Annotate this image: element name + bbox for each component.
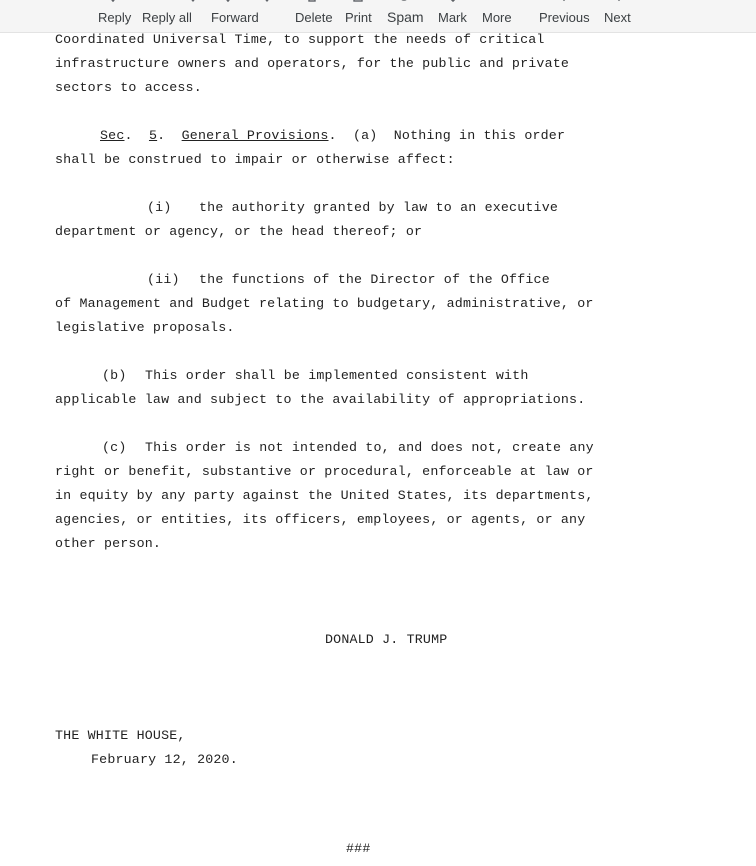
body-line: This order shall be implemented consistent with (145, 368, 529, 383)
body-line: This order is not intended to, and does not, create any (145, 440, 594, 455)
clause-marker: (i) (147, 200, 172, 215)
reply-icon (108, 0, 118, 2)
body-line: legislative proposals. (55, 320, 235, 335)
forward-dropdown-icon (262, 0, 272, 2)
clause-marker: (c) (102, 440, 127, 455)
signing-place: THE WHITE HOUSE, (55, 728, 186, 743)
previous-icon (559, 0, 569, 2)
body-line: other person. (55, 536, 162, 551)
message-toolbar: Reply Reply all Forward Delete Print Spam Mark More Previous Next (0, 0, 756, 33)
body-line: in equity by any party against the United States, its departments, (55, 488, 594, 503)
next-icon (614, 0, 624, 2)
body-line: right or benefit, substantive or procedural, enforceable at law or (55, 464, 594, 479)
spam-icon (399, 0, 409, 2)
section-word: Sec (100, 128, 125, 143)
body-line: of Management and Budget relating to budgetary, administrative, or (55, 296, 594, 311)
forward-icon (223, 0, 233, 2)
body-line: Coordinated Universal Time, to support the needs of critical (55, 32, 545, 47)
end-mark: ### (346, 841, 371, 856)
body-line: infrastructure owners and operators, for the public and private (55, 56, 570, 71)
section-title: General Provisions (181, 128, 329, 143)
section-heading: Sec. 5. General Provisions. (a) Nothing in this order (100, 128, 566, 143)
body-line: shall be construed to impair or otherwise affect: (55, 152, 455, 167)
body-line: the authority granted by law to an executive (199, 200, 559, 215)
body-line: department or agency, or the head thereof; or (55, 224, 423, 239)
body-line: the functions of the Director of the Office (199, 272, 550, 287)
reply-all-dropdown-icon (188, 0, 198, 2)
signature: DONALD J. TRUMP (325, 632, 448, 647)
body-line: agencies, or entities, its officers, employees, or agents, or any (55, 512, 586, 527)
body-line: sectors to access. (55, 80, 202, 95)
trash-icon (307, 0, 317, 2)
printer-icon (353, 0, 363, 2)
forward-dropdown[interactable] (261, 0, 273, 33)
mark-icon (448, 0, 458, 2)
section-number: 5 (148, 128, 158, 143)
signing-date: February 12, 2020. (91, 752, 238, 767)
clause-marker: (b) (102, 368, 127, 383)
clause-marker: (ii) (147, 272, 180, 287)
body-line: applicable law and subject to the availability of appropriations. (55, 392, 586, 407)
